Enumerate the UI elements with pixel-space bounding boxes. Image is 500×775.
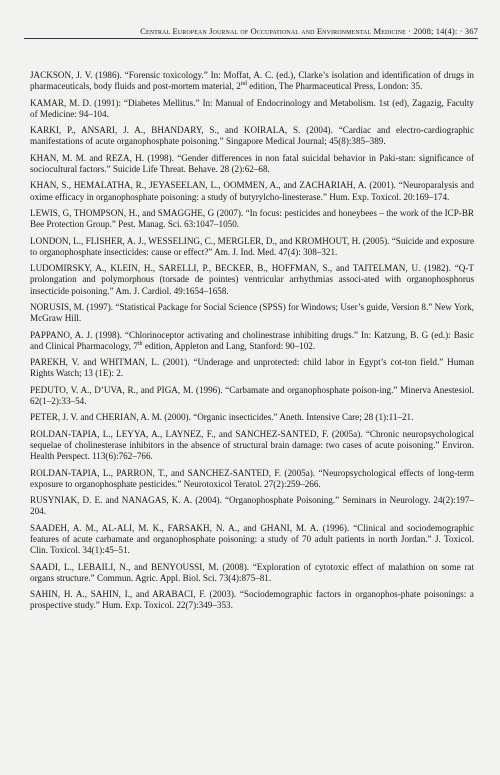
reference-text: KARKI, P., ANSARI, J. A., BHANDARY, S., and KOIRALA, S. (2004). “Cardiac and electro-cardiographic manifestations of acute organophosphate poisoning.” Singapore Medical Journal; 45(8):385–389. xyxy=(30,125,474,147)
reference-entry xyxy=(30,589,474,611)
reference-text: RUSYNIAK, D. E. and NANAGAS, K. A. (2004). “Organophosphate Poisoning.” Seminars in Neurology. 24(2):197–204. xyxy=(30,495,474,517)
reference-entry xyxy=(30,468,474,490)
reference-entry xyxy=(30,357,474,379)
running-header: Central European Journal of Occupational and Environmental Medicine · 2008; 14(4): · 367 xyxy=(24,26,478,39)
reference-text: LEWIS, G, THOMPSON, H., and SMAGGHE, G (2007). “In focus: pesticides and honeybees – the work of the ICP-BR Bee Protection Group.” Pest. Manag. Sci. 63:1047–1050. xyxy=(30,207,474,230)
reference-entry xyxy=(30,98,474,120)
reference-entry xyxy=(30,562,474,584)
reference-entry xyxy=(30,429,474,463)
reference-entry xyxy=(30,412,474,423)
reference-text: PAREKH, V. and WHITMAN, L. (2001). “Underage and unprotected: child labor in Egypt’s cot-ton field.” Human Rights Watch; 13 (1E): 2. xyxy=(30,357,474,379)
reference-entry xyxy=(30,180,474,202)
superscript: nd xyxy=(240,81,247,88)
journal-name: Central European Journal of Occupational and Environmental Medicine xyxy=(140,26,406,36)
reference-text: ROLDAN-TAPIA, L., LEYYA, A., LAYNEZ, F., and SANCHEZ-SANTED, F. (2005a). “Chronic neuropsychological sequelae of cholinesterase inhibitors in the absence of structural brain damage: two cases of acute poisoning.” Environ. Health Perspect. 113(6):762–766. xyxy=(30,428,474,462)
reference-entry xyxy=(30,385,474,407)
reference-text: SAADI, L., LEBAILI, N., and BENYOUSSI, M. (2008). “Exploration of cytotoxic effect of malathion on some rat organs structure.” Commun. Agric. Appl. Biol. Sci. 73(4):875–81. xyxy=(30,561,474,583)
reference-text: NORUSIS, M. (1997). “Statistical Package for Social Science (SPSS) for Windows; User’s guide, Version 8.” New York, McGraw Hill. xyxy=(30,301,474,324)
reference-text: SAHIN, H. A., SAHIN, I., and ARABACI, F. (2003). “Sociodemographic factors in organophos-phate poisonings: a prospective study.” Hum. Exp. Toxicol. 22(7):349–353. xyxy=(30,589,474,611)
issue-info: 2008; 14(4): xyxy=(413,26,458,36)
reference-list xyxy=(30,70,474,617)
reference-entry xyxy=(30,330,474,352)
reference-text: KHAN, M. M. and REZA, H. (1998). “Gender differences in non fatal suicidal behavior in Paki-stan: significance of sociocultural factors.” Suicide Life Threat. Behave. 28 (2):62–68. xyxy=(30,152,474,174)
reference-entry xyxy=(30,495,474,517)
reference-text: PETER, J. V. and CHERIAN, A. M. (2000). “Organic insecticides.” Aneth. Intensive Care; 28 (1):11–21. xyxy=(30,412,414,423)
reference-entry xyxy=(30,302,474,324)
reference-entry xyxy=(30,125,474,147)
reference-text: LUDOMIRSKY, A., KLEIN, H., SARELLI, P., BECKER, B., HOFFMAN, S., and TAITELMAN, U. (1982). “Q-T prolongation and polymorphous (torsade de pointes) ventricular arrhythmias associ-ated with organophosphorus insecticide poisoning.” Am. J. Cardiol. 49:1654–1658. xyxy=(30,263,474,296)
reference-text: PAPPANO, A. J. (1998). “Chlorinoceptor activating and cholinestrase inhibiting drugs.” In: Katzung, B. G (ed.): Basic and Clinical Pharmacology, 7 xyxy=(30,329,474,351)
reference-text-continued: edition, Appleton and Lang, Stanford: 90–102. xyxy=(142,340,316,351)
reference-text: SAADEH, A. M., AL-ALI, M. K., FARSAKH, N. A., and GHANI, M. A. (1996). “Clinical and sociodemographic features of acute carbamate and organophosphate poisoning: a study of 70 adult patients in north Jordan.” J. Toxicol. Clin. Toxicol. 34(1):45–51. xyxy=(30,522,474,556)
reference-text: JACKSON, J. V. (1986). “Forensic toxicology.” In: Moffat, A. C. (ed.), Clarke’s isolation and identification of drugs in pharmaceuticals, body fluids and post-mortem material, 2 xyxy=(30,70,474,92)
reference-entry xyxy=(30,236,474,258)
superscript: th xyxy=(137,340,143,347)
reference-text: LONDON, L., FLISHER, A. J., WESSELING, C., MERGLER, D., and KROMHOUT, H. (2005). “Suicide and exposure to organophosphate insecticides: cause or effect?” Am. J. Ind. Med. 47(4): 308–321. xyxy=(30,235,474,257)
reference-text: KHAN, S., HEMALATHA, R., JEYASEELAN, L., OOMMEN, A., and ZACHARIAH, A. (2001). “Neuroparalysis and oxime efficacy in organophosphate poisoning: a study of butyrylcho-linesterase.” Hum. Exp. Toxicol. 20:169–174. xyxy=(30,180,474,202)
reference-entry xyxy=(30,208,474,230)
reference-text: ROLDAN-TAPIA, L., PARRON, T., and SANCHEZ-SANTED, F. (2005a). “Neuropsychological effects of long-term exposure to organophosphate pesticides.” Neurotoxicol Teratol. 27(2):259–266. xyxy=(30,467,474,489)
reference-text: KAMAR, M. D. (1991): “Diabetes Mellitus.” In: Manual of Endocrinology and Metabolism. 1st (ed), Zagazig, Faculty of Medicine: 94–104. xyxy=(30,97,474,119)
reference-entry xyxy=(30,153,474,175)
reference-entry xyxy=(30,70,474,92)
reference-entry xyxy=(30,263,474,297)
reference-entry xyxy=(30,523,474,557)
reference-text: PEDUTO, V. A., D’UVA, R., and PIGA, M. (1996). “Carbamate and organophosphate poison-ing.” Minerva Anestesiol. 62(1–2):33–54. xyxy=(30,384,474,406)
reference-text-continued: edition, The Pharmaceutical Press, London: 35. xyxy=(246,81,423,92)
page-number: 367 xyxy=(464,26,478,36)
